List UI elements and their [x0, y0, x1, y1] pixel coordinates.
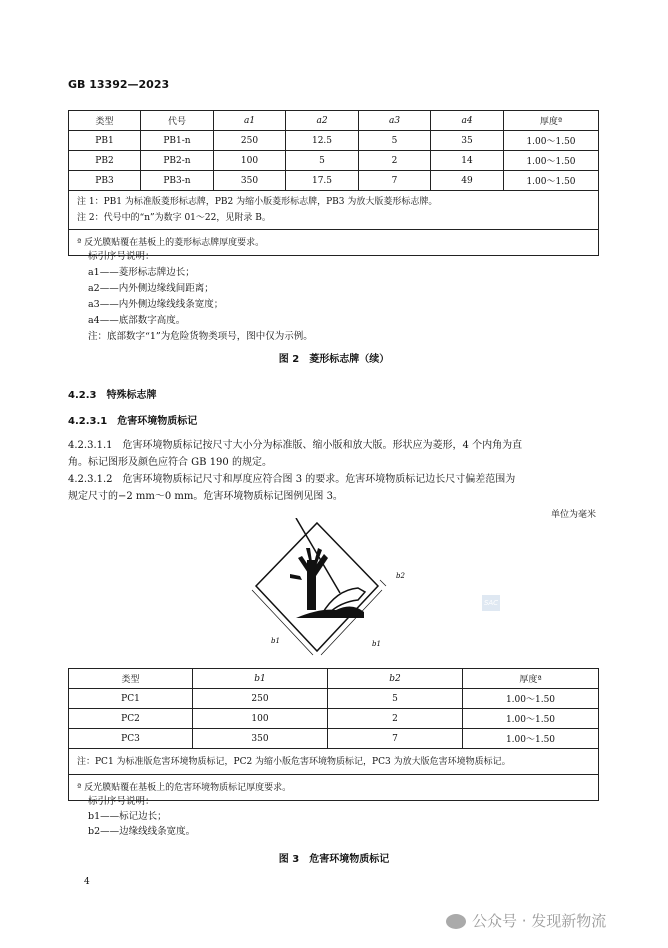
cell: 2 [328, 709, 463, 729]
note-2: 注 2：代号中的“n”为数字 01～22，见附录 B。 [77, 213, 271, 223]
cell: 2 [359, 151, 431, 171]
section-heading-4-2-3-1: 4.2.3.1 危害环境物质标记 [68, 416, 198, 427]
cell: 5 [286, 151, 359, 171]
col-header: a1 [214, 111, 286, 131]
legend-note: 注：底部数字“1”为危险货物类项号，图中仅为示例。 [88, 331, 313, 342]
cell: 1.00～1.50 [463, 709, 599, 729]
cell: 35 [431, 131, 504, 151]
col-header: 厚度ª [463, 669, 599, 689]
label-b1: b1 [372, 640, 381, 648]
legend-item: a4——底部数字高度。 [88, 315, 186, 326]
table-row [69, 171, 599, 191]
paragraph-line: 4.2.3.1.2 危害环境物质标记尺寸和厚度应符合图 3 的要求。危害环境物质标记边长尺寸偏差范围为 [68, 474, 516, 485]
cell: 250 [214, 131, 286, 151]
cell: 1.00～1.50 [463, 689, 599, 709]
standard-number: GB 13392—2023 [68, 78, 170, 91]
table-row [69, 689, 599, 709]
col-header: a4 [431, 111, 504, 131]
table-notes [69, 191, 599, 230]
cell: 5 [328, 689, 463, 709]
col-header: 类型 [69, 669, 193, 689]
cell: PB3 [69, 171, 141, 191]
legend-item: a1——菱形标志牌边长； [88, 267, 195, 278]
cell: PC3 [69, 729, 193, 749]
col-header: 代号 [141, 111, 214, 131]
wechat-icon [446, 914, 466, 929]
table-footnote: ª 反光膜贴覆在基板上的危害环境物质标记厚度要求。 [69, 775, 599, 801]
figure-2-caption: 图 2 菱形标志牌（续） [278, 354, 390, 365]
section-heading-4-2-3: 4.2.3 特殊标志牌 [68, 390, 157, 401]
cell: PB2-n [141, 151, 214, 171]
page-number: 4 [84, 877, 90, 887]
dead-tree-icon [290, 548, 328, 610]
watermark-text: 公众号 · 发现新物流 [472, 912, 607, 930]
environmental-hazard-mark-diagram [240, 518, 410, 668]
cell: 12.5 [286, 131, 359, 151]
table-pb-dimensions [68, 110, 599, 256]
table-footnote: ª 反光膜贴覆在基板上的菱形标志牌厚度要求。 [69, 230, 599, 256]
note-1: 注 1：PB1 为标准版菱形标志牌，PB2 为缩小版菱形标志牌，PB3 为放大版菱形标志牌。 [77, 197, 438, 207]
table-notes-row [69, 749, 599, 775]
label-b2: b2 [396, 572, 405, 580]
cell: 350 [214, 171, 286, 191]
cell: 14 [431, 151, 504, 171]
col-header: 类型 [69, 111, 141, 131]
col-header: b1 [193, 669, 328, 689]
cell: PC1 [69, 689, 193, 709]
legend-item: a3——内外侧边缘线线条宽度； [88, 299, 224, 310]
cell: 1.00～1.50 [504, 171, 599, 191]
cell: 1.00～1.50 [463, 729, 599, 749]
table-row [69, 709, 599, 729]
legend-item: a2——内外侧边缘线间距离； [88, 283, 214, 294]
paragraph-line: 4.2.3.1.1 危害环境物质标记按尺寸大小分为标准版、缩小版和放大版。形状应为菱形，4 个内角为直 [68, 440, 523, 451]
legend-fig3 [88, 794, 195, 839]
cell: 49 [431, 171, 504, 191]
cell: PB1-n [141, 131, 214, 151]
sac-watermark: SAC [482, 595, 500, 611]
cell: 1.00～1.50 [504, 131, 599, 151]
cell: PB3-n [141, 171, 214, 191]
wechat-watermark [446, 910, 606, 931]
paragraph-line: 角。标记图形及颜色应符合 GB 190 的规定。 [68, 457, 272, 468]
col-header: b2 [328, 669, 463, 689]
table-note: 注：PC1 为标准版危害环境物质标记，PC2 为缩小版危害环境物质标记，PC3 为放大版危害环境物质标记。 [69, 749, 599, 775]
col-header: a2 [286, 111, 359, 131]
cell: 350 [193, 729, 328, 749]
table-header-row [69, 111, 599, 131]
legend-title: 标引序号说明： [88, 796, 155, 807]
table-pc-dimensions [68, 668, 599, 801]
unit-label: 单位为毫米 [550, 510, 596, 520]
cell: 250 [193, 689, 328, 709]
table-header-row [69, 669, 599, 689]
paragraph-line: 规定尺寸的−2 mm～0 mm。危害环境物质标记图例见图 3。 [68, 491, 343, 502]
cell: 17.5 [286, 171, 359, 191]
table-notes-row [69, 191, 599, 230]
legend-item: b1——标记边长； [88, 811, 167, 822]
legend-fig2 [88, 249, 313, 345]
table-row [69, 729, 599, 749]
cell: 5 [359, 131, 431, 151]
cell: 100 [214, 151, 286, 171]
table-row [69, 131, 599, 151]
paragraph-4-2-3-1-1 [68, 437, 522, 505]
diamond-outline [256, 523, 378, 651]
cell: PB1 [69, 131, 141, 151]
cell: PC2 [69, 709, 193, 729]
cell: 100 [193, 709, 328, 729]
col-header: 厚度ª [504, 111, 599, 131]
cell: 7 [328, 729, 463, 749]
cell: 1.00～1.50 [504, 151, 599, 171]
cell: PB2 [69, 151, 141, 171]
label-b1: b1 [271, 637, 280, 645]
cell: 7 [359, 171, 431, 191]
legend-item: b2——边缘线线条宽度。 [88, 826, 196, 837]
col-header: a3 [359, 111, 431, 131]
legend-title: 标引序号说明： [88, 251, 155, 262]
figure-3-caption: 图 3 危害环境物质标记 [278, 854, 390, 865]
table-row [69, 151, 599, 171]
